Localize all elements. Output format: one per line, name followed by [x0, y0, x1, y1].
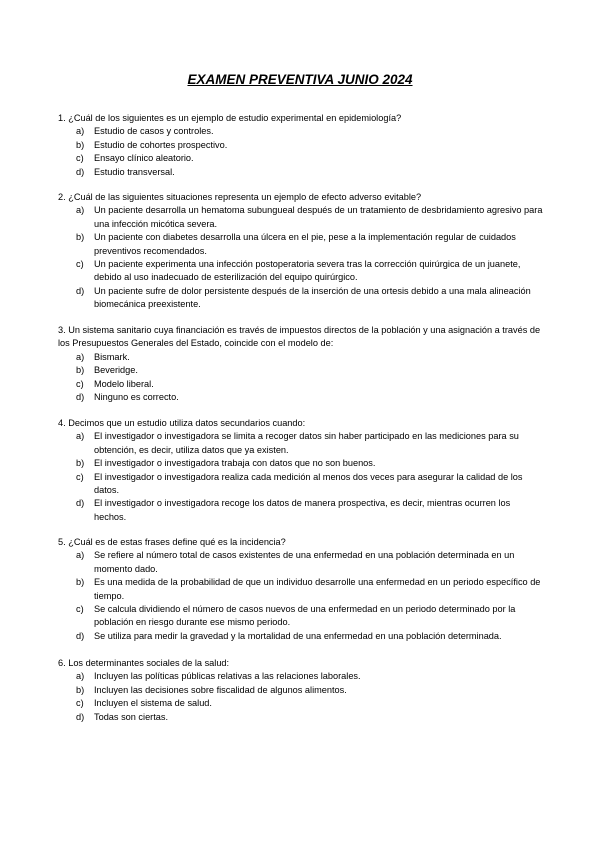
option-text: Se refiere al número total de casos existentes de una enfermedad en una población determinada en un momento dado.	[94, 550, 515, 574]
option-text: Bismark.	[94, 351, 130, 362]
option-a	[58, 125, 544, 138]
question-text: 6. Los determinantes sociales de la salud:	[58, 658, 230, 668]
option-letter: d)	[76, 630, 85, 641]
option-c	[58, 471, 544, 498]
option-text: Incluyen las decisiones sobre fiscalidad de algunos alimentos.	[94, 684, 347, 695]
option-text: El investigador o investigadora recoge los datos de manera prospectiva, es decir, mientras ocurren los hechos.	[94, 498, 511, 522]
option-letter: c)	[76, 153, 84, 164]
option-text: Un paciente desarrolla un hematoma subungueal después de un tratamiento de desbridamiento agresivo para una infección micótica severa.	[94, 205, 543, 229]
question-2	[58, 191, 544, 312]
option-letter: d)	[76, 711, 85, 722]
option-d	[58, 630, 544, 643]
option-text: Es una medida de la probabilidad de que un individuo desarrolle una enfermedad en un periodo específico de tiempo.	[94, 577, 541, 601]
option-text: Estudio de casos y controles.	[94, 126, 214, 137]
option-b	[58, 576, 544, 603]
question-3	[58, 324, 544, 404]
option-b	[58, 457, 544, 470]
option-c	[58, 378, 544, 391]
option-letter: b)	[76, 365, 85, 376]
option-d	[58, 497, 544, 524]
option-letter: b)	[76, 577, 85, 588]
question-text: 1. ¿Cuál de los siguientes es un ejemplo de estudio experimental en epidemiología?	[58, 113, 402, 123]
option-text: Incluyen el sistema de salud.	[94, 698, 212, 709]
option-letter: c)	[76, 698, 84, 709]
option-text: El investigador o investigadora realiza cada medición al menos dos veces para asegurar la calidad de los datos.	[94, 471, 523, 496]
option-letter: c)	[76, 259, 84, 270]
option-c	[58, 258, 544, 285]
option-letter: b)	[76, 232, 85, 243]
question-text: 5. ¿Cuál es de estas frases define qué es la incidencia?	[58, 537, 286, 547]
option-a	[58, 670, 544, 683]
option-letter: b)	[76, 139, 85, 150]
question-4	[58, 417, 544, 524]
option-text: El investigador o investigadora se limita a recoger datos sin haber participado en las mediciones para su obtención, es decir, utiliza datos que ya existen.	[94, 431, 519, 455]
option-letter: a)	[76, 126, 85, 137]
option-letter: d)	[76, 498, 85, 509]
option-letter: a)	[76, 550, 85, 561]
option-b	[58, 684, 544, 697]
option-d	[58, 166, 544, 179]
option-text: Estudio de cohortes prospectivo.	[94, 139, 228, 150]
option-text: Modelo liberal.	[94, 378, 154, 389]
question-text: 3. Un sistema sanitario cuya financiación es través de impuestos directos de la población y una asignación a través de los Presupuestos Generales del Estado, coincide con el modelo de:	[58, 325, 541, 349]
option-text: Incluyen las políticas públicas relativas a las relaciones laborales.	[94, 671, 361, 682]
option-a	[58, 204, 544, 231]
option-letter: b)	[76, 458, 85, 469]
option-text: Se calcula dividiendo el número de casos nuevos de una enfermedad en un periodo determinado por la población en riesgo durante ese mismo periodo.	[94, 604, 516, 628]
option-letter: a)	[76, 431, 85, 442]
option-letter: c)	[76, 378, 84, 389]
option-c	[58, 603, 544, 630]
option-letter: d)	[76, 392, 85, 403]
option-c	[58, 152, 544, 165]
option-b	[58, 364, 544, 377]
option-d	[58, 391, 544, 404]
option-b	[58, 139, 544, 152]
question-6	[58, 657, 544, 724]
option-text: Ensayo clínico aleatorio.	[94, 153, 194, 164]
question-text: 2. ¿Cuál de las siguientes situaciones representa un ejemplo de efecto adverso evitable?	[58, 192, 422, 202]
option-letter: a)	[76, 671, 85, 682]
option-letter: d)	[76, 166, 85, 177]
option-d	[58, 285, 544, 312]
option-text: Un paciente experimenta una infección postoperatoria severa tras la corrección quirúrgica de un juanete, debido al uso inadecuado de esterilización del equipo quirúrgico.	[94, 259, 521, 283]
option-text: Beveridge.	[94, 365, 138, 376]
option-letter: b)	[76, 684, 85, 695]
option-c	[58, 697, 544, 710]
question-5	[58, 536, 544, 643]
option-a	[58, 549, 544, 576]
option-letter: c)	[76, 471, 84, 482]
question-1	[58, 112, 544, 179]
option-letter: c)	[76, 604, 84, 615]
option-letter: d)	[76, 285, 85, 296]
option-letter: a)	[76, 205, 85, 216]
option-d	[58, 711, 544, 724]
option-text: Todas son ciertas.	[94, 711, 169, 722]
option-letter: a)	[76, 351, 85, 362]
option-a	[58, 430, 544, 457]
option-a	[58, 351, 544, 364]
option-b	[58, 231, 544, 258]
option-text: Se utiliza para medir la gravedad y la mortalidad de una enfermedad en una población determinada.	[94, 630, 502, 641]
option-text: Un paciente sufre de dolor persistente después de la inserción de una ortesis debido a una mala alineación biomecánica preexistente.	[94, 285, 531, 310]
option-text: Un paciente con diabetes desarrolla una úlcera en el pie, pese a la implementación regular de cuidados preventivos recomendados.	[94, 232, 516, 256]
page-title: EXAMEN PREVENTIVA JUNIO 2024	[187, 72, 413, 87]
option-text: El investigador o investigadora trabaja con datos que no son buenos.	[94, 458, 376, 469]
question-text: 4. Decimos que un estudio utiliza datos secundarios cuando:	[58, 418, 306, 428]
option-text: Ninguno es correcto.	[94, 392, 179, 403]
option-text: Estudio transversal.	[94, 166, 175, 177]
